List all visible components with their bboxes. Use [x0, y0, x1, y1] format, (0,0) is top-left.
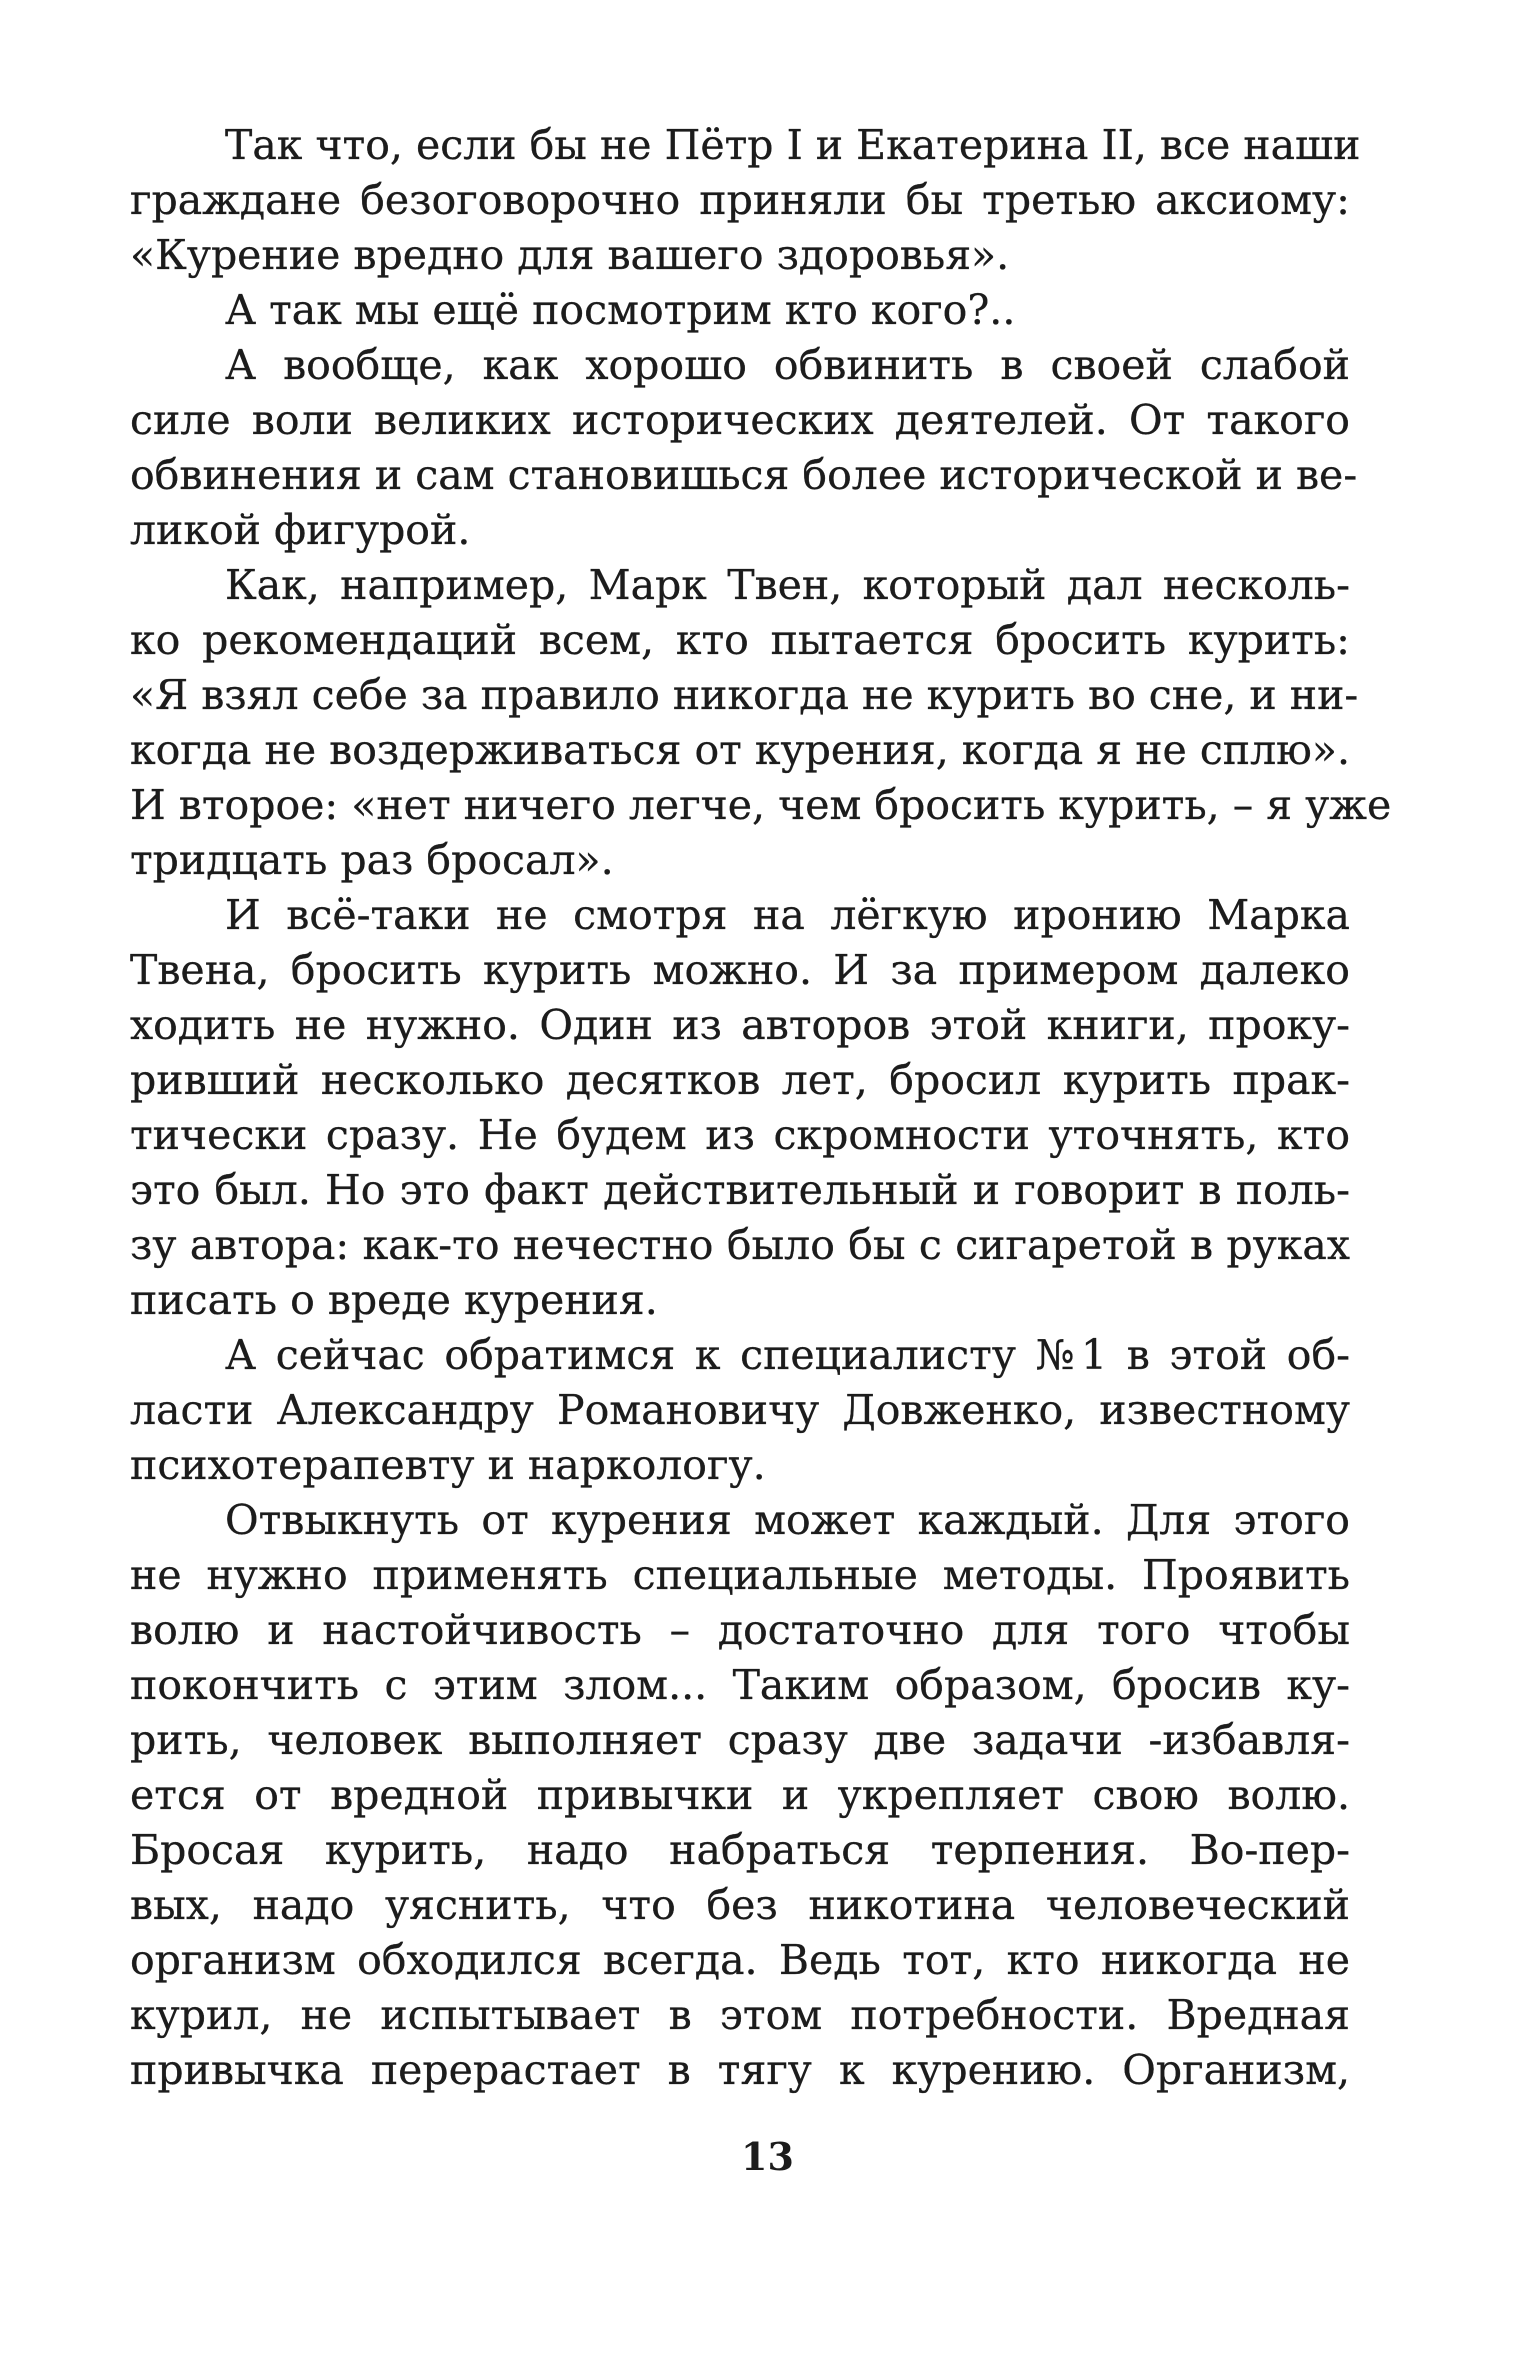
text-line: «Я взял себе за правило никогда не курить во сне, и ни- [130, 671, 1359, 719]
text-line: И всё-таки не смотря на лёгкую иронию Марка [225, 891, 1350, 939]
text-line: Твена, бросить курить можно. И за примером далеко [130, 946, 1350, 994]
text-line: Бросая курить, надо набраться терпения. Во-пер- [130, 1826, 1350, 1874]
text-line: ется от вредной привычки и укрепляет свою волю. [130, 1771, 1350, 1819]
text-line: И второе: «нет ничего легче, чем бросить курить, – я уже [130, 781, 1392, 829]
text-line: организм обходился всегда. Ведь тот, кто никогда не [130, 1936, 1350, 1984]
text-line: тридцать раз бросал». [130, 836, 614, 884]
text-line: вых, надо уяснить, что без никотина человеческий [130, 1881, 1350, 1929]
paragraph [130, 283, 1350, 338]
paragraph [130, 888, 1350, 1328]
text-line: Как, например, Марк Твен, который дал несколь- [225, 561, 1350, 609]
text-line: рить, человек выполняет сразу две задачи -избавля- [130, 1716, 1350, 1764]
text-line: курил, не испытывает в этом потребности. Вредная [130, 1991, 1350, 2039]
paragraph [130, 558, 1392, 888]
text-line: ходить не нужно. Один из авторов этой книги, проку- [130, 1001, 1350, 1049]
page-number: 13 [741, 2134, 794, 2179]
text-line: силе воли великих исторических деятелей. От такого [130, 396, 1350, 444]
text-line: ко рекомендаций всем, кто пытается бросить курить: [130, 616, 1350, 664]
text-line: ликой фигурой. [130, 506, 471, 554]
text-line: тически сразу. Не будем из скромности уточнять, кто [130, 1111, 1350, 1159]
text-line: А так мы ещё посмотрим кто кого?.. [225, 286, 1016, 334]
text-line: покончить с этим злом... Таким образом, бросив ку- [130, 1661, 1350, 1709]
text-line: ривший несколько десятков лет, бросил курить прак- [130, 1056, 1350, 1104]
text-line: когда не воздерживаться от курения, когда я не сплю». [130, 726, 1350, 774]
page-body [130, 118, 1392, 2098]
paragraph [130, 118, 1361, 283]
paragraph [130, 338, 1358, 558]
text-line: привычка перерастает в тягу к курению. Организм, [130, 2046, 1350, 2094]
text-line: это был. Но это факт действительный и говорит в поль- [130, 1166, 1350, 1214]
text-line: Отвыкнуть от курения может каждый. Для этого [225, 1496, 1350, 1544]
text-line: волю и настойчивость – достаточно для того чтобы [130, 1606, 1350, 1654]
paragraph [130, 1328, 1350, 1493]
paragraph [130, 1493, 1350, 2098]
text-line: Так что, если бы не Пётр I и Екатерина II, все наши [225, 121, 1361, 169]
text-line: А вообще, как хорошо обвинить в своей слабой [225, 341, 1350, 389]
text-line: А сейчас обратимся к специалисту №1 в этой об- [225, 1331, 1350, 1379]
text-line: обвинения и сам становишься более исторической и ве- [130, 451, 1358, 499]
text-line: психотерапевту и наркологу. [130, 1441, 766, 1489]
text-line: не нужно применять специальные методы. Проявить [130, 1551, 1350, 1599]
text-line: зу автора: как-то нечестно было бы с сигаретой в руках [130, 1221, 1350, 1269]
text-line: «Курение вредно для вашего здоровья». [130, 231, 1010, 279]
text-line: ласти Александру Романовичу Довженко, известному [130, 1386, 1350, 1434]
text-line: граждане безоговорочно приняли бы третью аксиому: [130, 176, 1350, 224]
text-line: писать о вреде курения. [130, 1276, 658, 1324]
